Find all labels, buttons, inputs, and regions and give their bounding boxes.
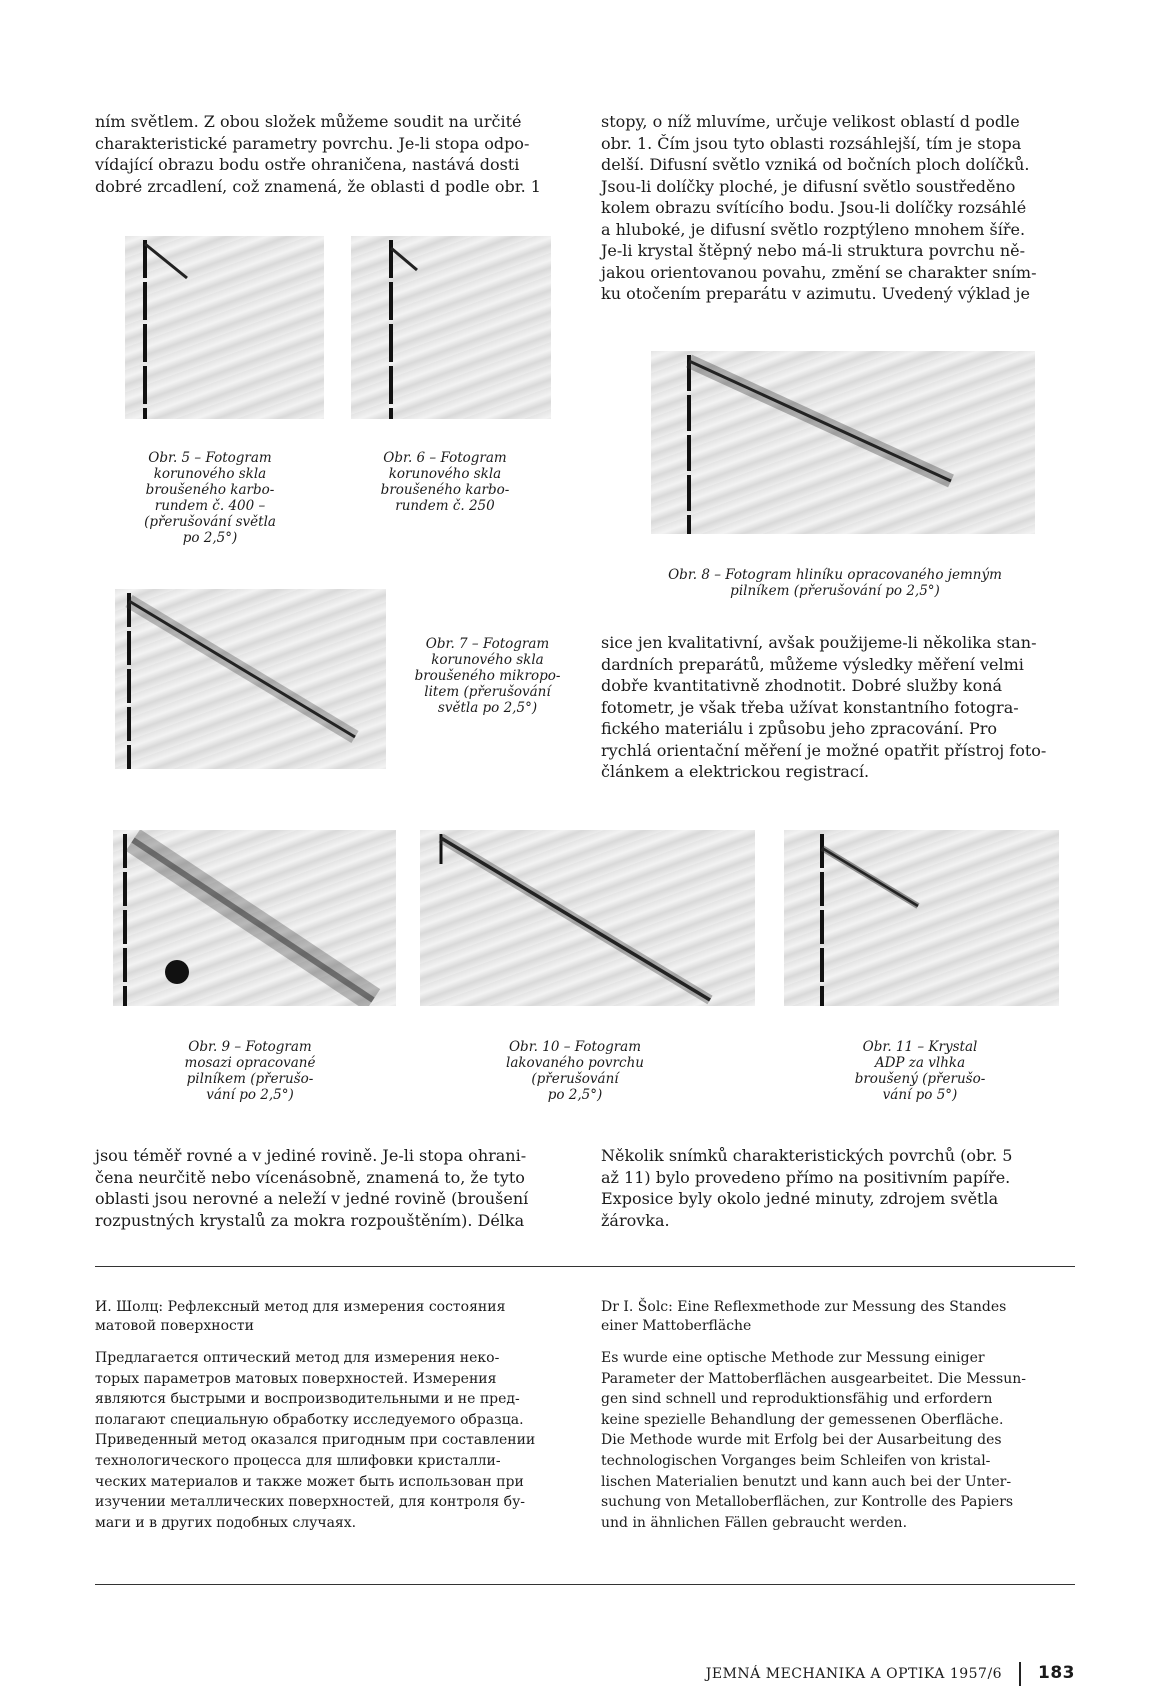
text-line: čena neurčitě nebo vícenásobně, znamená to, že tyto bbox=[95, 1167, 525, 1187]
left-top-paragraph bbox=[95, 111, 541, 197]
text-line: матовой поверхности bbox=[95, 1318, 254, 1334]
text-line: dobře kvantitativně zhodnotit. Dobré služby koná bbox=[601, 676, 1003, 695]
figure-5-photo bbox=[125, 236, 324, 419]
text-line: Предлагается оптический метод для измерения неко- bbox=[95, 1350, 500, 1366]
text-line: Jsou-li dolíčky ploché, je difusní světlo soustředěno bbox=[601, 176, 1016, 196]
figure-11-photo bbox=[784, 830, 1059, 1006]
text-line: Dr I. Šolc: Eine Reflexmethode zur Messung des Standes bbox=[601, 1299, 1007, 1315]
text-line: lakovaného povrchu bbox=[506, 1055, 644, 1071]
text-line: broušeného karbo- bbox=[145, 482, 275, 498]
figure-8-photo bbox=[651, 351, 1035, 534]
text-line: obr. 1. Čím jsou tyto oblasti rozsáhlejší, tím je stopa bbox=[601, 133, 1022, 153]
text-line: Obr. 9 – Fotogram bbox=[188, 1039, 312, 1055]
text-line: technologischen Vorganges beim Schleifen von kristal- bbox=[601, 1452, 991, 1469]
text-line: litem (přerušování bbox=[424, 684, 551, 700]
text-line: dardních preparátů, můžeme výsledky měření velmi bbox=[601, 654, 1024, 674]
text-line: pilníkem (přerušo- bbox=[186, 1071, 314, 1087]
text-line: маги и в других подобных случаях. bbox=[95, 1514, 357, 1531]
text-line: suchung von Metalloberflächen, zur Kontrolle des Papiers bbox=[601, 1494, 1014, 1511]
text-line: fického materiálu i způsobu jeho zpracování. Pro bbox=[601, 719, 998, 738]
text-line: broušeného mikropo- bbox=[414, 668, 561, 684]
text-line: Obr. 7 – Fotogram bbox=[425, 636, 550, 652]
text-line: broušený (přerušo- bbox=[854, 1071, 986, 1087]
footer-separator bbox=[1019, 1662, 1021, 1686]
right-bottom-paragraph bbox=[601, 1145, 1077, 1231]
text-line: rundem č. 250 bbox=[395, 498, 495, 514]
text-line: Es wurde eine optische Methode zur Messung einiger bbox=[601, 1350, 985, 1366]
text-line: lischen Materialien benutzt und kann auch bei der Unter- bbox=[601, 1473, 1012, 1490]
abstract-ru-title bbox=[95, 1298, 585, 1336]
text-line: Obr. 8 – Fotogram hliníku opracovaného jemným bbox=[668, 567, 1002, 583]
left-bottom-paragraph bbox=[95, 1145, 581, 1231]
text-line: Die Methode wurde mit Erfolg bei der Ausarbeitung des bbox=[601, 1432, 1002, 1449]
text-line: Exposice byly okolo jedné minuty, zdrojem světla bbox=[601, 1189, 999, 1208]
text-line: mosazi opracované bbox=[184, 1055, 316, 1071]
text-line: Několik snímků charakteristických povrchů (obr. 5 bbox=[601, 1146, 1013, 1165]
text-line: ADP za vlhka bbox=[874, 1055, 966, 1071]
text-line: oblasti jsou nerovné a neleží v jedné rovině (broušení bbox=[95, 1189, 529, 1208]
text-line: jakou orientovanou povahu, změní se charakter sním- bbox=[601, 262, 1037, 282]
page-number: 183 bbox=[1038, 1663, 1075, 1683]
figure-6-photo bbox=[351, 236, 551, 419]
figure-6-caption bbox=[345, 450, 545, 514]
text-line: a hluboké, je difusní světlo rozptýleno mnohem šíře. bbox=[601, 219, 1026, 239]
text-line: fotometr, je však třeba užívat konstantního fotogra- bbox=[601, 697, 1019, 717]
section-divider-top bbox=[95, 1266, 1075, 1267]
text-line: und in ähnlichen Fällen gebraucht werden. bbox=[601, 1514, 908, 1531]
abstract-de-body bbox=[601, 1348, 1077, 1533]
text-line: kolem obrazu svítícího bodu. Jsou-li dolíčky rozsáhlé bbox=[601, 198, 1027, 217]
text-line: Obr. 10 – Fotogram bbox=[508, 1039, 642, 1055]
text-line: světla po 2,5°) bbox=[437, 700, 538, 716]
text-line: (přerušování světla bbox=[144, 514, 276, 530]
text-line: vídající obrazu bodu ostře ohraničena, nastává dosti bbox=[95, 155, 520, 174]
text-line: ním světlem. Z obou složek můžeme soudit na určité bbox=[95, 112, 522, 131]
figure-11-caption bbox=[815, 1039, 1025, 1103]
text-line: Obr. 11 – Krystal bbox=[862, 1039, 978, 1055]
abstract-de-title bbox=[601, 1298, 1077, 1336]
text-line: rundem č. 400 – bbox=[154, 498, 266, 514]
text-line: являются быстрыми и воспроизводительными и не пред- bbox=[95, 1391, 520, 1408]
text-line: gen sind schnell und reproduktionsfähig und erfordern bbox=[601, 1391, 993, 1408]
text-line: pilníkem (přerušování po 2,5°) bbox=[730, 583, 940, 599]
right-top-paragraph bbox=[601, 111, 1077, 305]
figure-7-photo bbox=[115, 589, 386, 769]
text-line: rozpustných krystalů za mokra rozpouštěním). Délka bbox=[95, 1210, 525, 1230]
text-line: Parameter der Mattoberflächen ausgearbeitet. Die Messun- bbox=[601, 1370, 1026, 1387]
text-line: žárovka. bbox=[601, 1210, 670, 1230]
text-line: И. Шолц: Рефлексный метод для измерения состояния bbox=[95, 1299, 506, 1315]
text-line: stopy, o níž mluvíme, určuje velikost oblastí d podle bbox=[601, 112, 1020, 131]
text-line: ческих материалов и также может быть использован при bbox=[95, 1473, 524, 1490]
text-line: sice jen kvalitativní, avšak použijeme-li několika stan- bbox=[601, 633, 1037, 652]
text-line: Приведенный метод оказался пригодным при составлении bbox=[95, 1432, 536, 1449]
text-line: broušeného karbo- bbox=[380, 482, 510, 498]
right-mid-paragraph bbox=[601, 632, 1077, 783]
text-line: po 2,5°) bbox=[547, 1087, 603, 1103]
text-line: Obr. 6 – Fotogram bbox=[383, 450, 507, 466]
abstract-ru-body bbox=[95, 1348, 585, 1533]
figure-7-caption bbox=[405, 636, 570, 716]
figure-10-caption bbox=[460, 1039, 690, 1103]
text-line: vání po 2,5°) bbox=[206, 1087, 294, 1103]
text-line: delší. Difusní světlo vzniká od bočních ploch dolíčků. bbox=[601, 155, 1030, 174]
figure-10-photo bbox=[420, 830, 755, 1006]
text-line: (přerušování bbox=[531, 1071, 619, 1087]
text-line: торых параметров матовых поверхностей. Измерения bbox=[95, 1370, 497, 1387]
text-line: ku otočením preparátu v azimutu. Uvedený výklad je bbox=[601, 284, 1030, 303]
text-line: až 11) bylo provedeno přímo na positivním papíře. bbox=[601, 1167, 1011, 1187]
text-line: korunového skla bbox=[153, 466, 267, 482]
text-line: dobré zrcadlení, což znamená, že oblasti d podle obr. 1 bbox=[95, 176, 541, 196]
text-line: po 2,5°) bbox=[182, 530, 238, 546]
text-line: článkem a elektrickou registrací. bbox=[601, 762, 870, 781]
text-line: Je-li krystal štěpný nebo má-li struktura povrchu ně- bbox=[601, 241, 1026, 260]
text-line: korunového skla bbox=[388, 466, 502, 482]
text-line: технологического процесса для шлифовки кристалли- bbox=[95, 1452, 501, 1469]
text-line: korunového skla bbox=[431, 652, 544, 668]
page-footer bbox=[706, 1662, 1075, 1686]
figure-5-caption bbox=[110, 450, 310, 546]
figure-8-caption bbox=[615, 567, 1055, 599]
section-divider-bottom bbox=[95, 1584, 1075, 1585]
text-line: jsou téměř rovné a v jediné rovině. Je-li stopa ohrani- bbox=[95, 1146, 527, 1165]
text-line: Obr. 5 – Fotogram bbox=[148, 450, 272, 466]
figure-9-photo bbox=[113, 830, 396, 1006]
text-line: charakteristické parametry povrchu. Je-li stopa odpo- bbox=[95, 133, 530, 153]
text-line: полагают специальную обработку исследуемого образца. bbox=[95, 1411, 524, 1428]
figure-9-caption bbox=[140, 1039, 360, 1103]
text-line: einer Mattoberfläche bbox=[601, 1318, 752, 1334]
text-line: vání po 5°) bbox=[882, 1087, 958, 1103]
journal-name: JEMNÁ MECHANIKA A OPTIKA 1957/6 bbox=[705, 1666, 1003, 1682]
text-line: rychlá orientační měření je možné opatřit přístroj foto- bbox=[601, 740, 1047, 760]
text-line: keine spezielle Behandlung der gemessenen Oberfläche. bbox=[601, 1411, 1004, 1428]
text-line: изучении металлических поверхностей, для контроля бу- bbox=[95, 1494, 526, 1511]
